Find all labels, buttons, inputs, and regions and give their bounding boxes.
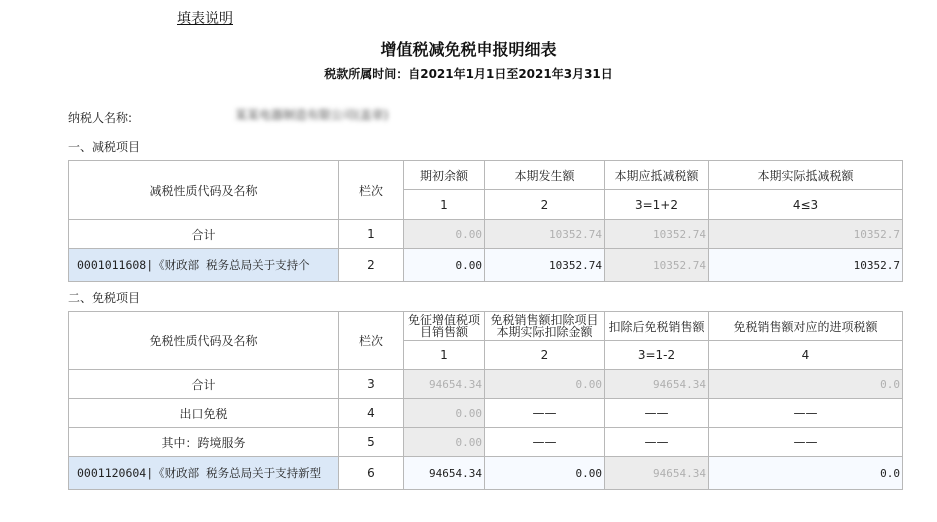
value-cell: 94654.34 [404,370,485,399]
value-cell: 0.00 [404,399,485,428]
value-cell: 0.00 [404,428,485,457]
table-row [69,249,903,282]
taxpayer-name-value: 某某电器制造有限公司(盖章) [235,108,389,122]
exemption-code-select[interactable]: 0001120604|《财政部 税务总局关于支持新型 [69,457,339,490]
value-cell: 10352.7 [709,220,903,249]
exemption-index-4: 4 [709,341,903,370]
reduction-index-1: 1 [404,190,485,220]
dash-cell: —— [709,399,903,428]
dash-cell: —— [709,428,903,457]
exemption-section-title: 二、免税项目 [68,291,141,305]
table-row [69,457,903,490]
reduction-index-4: 4≤3 [709,190,903,220]
value-cell: 94654.34 [605,457,709,490]
table-row [69,370,903,399]
taxpayer-name-label: 纳税人名称: [68,111,133,125]
reduction-index-3: 3=1+2 [605,190,709,220]
exemption-index-2: 2 [485,341,605,370]
value-cell: 0.00 [485,370,605,399]
row-number: 1 [339,220,404,249]
exempt-sales-input[interactable]: 94654.34 [404,457,485,490]
row-number: 3 [339,370,404,399]
dash-cell: —— [605,399,709,428]
exemption-total-name: 合计 [69,370,339,399]
dash-cell: —— [605,428,709,457]
row-number: 4 [339,399,404,428]
input-tax-input[interactable]: 0.0 [709,457,903,490]
reduction-section-title: 一、减税项目 [68,140,141,154]
reduction-code-select[interactable]: 0001011608|《财政部 税务总局关于支持个 [69,249,339,282]
table-row [69,428,903,457]
reduction-header-col3: 本期应抵减税额 [605,161,709,190]
value-cell: 94654.34 [605,370,709,399]
fill-instructions-link[interactable]: 填表说明 [177,11,233,27]
exemption-table [68,311,903,490]
dash-cell: —— [485,399,605,428]
dash-cell: —— [485,428,605,457]
reduction-index-2: 2 [485,190,605,220]
row-number: 5 [339,428,404,457]
reduction-header-name: 减税性质代码及名称 [69,161,339,220]
deduction-amount-input[interactable]: 0.00 [485,457,605,490]
value-cell: 0.00 [404,220,485,249]
cross-border-service-name: 其中：跨境服务 [69,428,339,457]
reduction-header-row-no: 栏次 [339,161,404,220]
row-number: 6 [339,457,404,490]
opening-balance-input[interactable]: 0.00 [404,249,485,282]
table-row [69,220,903,249]
row-number: 2 [339,249,404,282]
exemption-header-col2: 免税销售额扣除项目本期实际扣除金额 [485,312,605,341]
exemption-index-1: 1 [404,341,485,370]
table-row [69,399,903,428]
current-amount-input[interactable]: 10352.74 [485,249,605,282]
reduction-header-col1: 期初余额 [404,161,485,190]
reduction-total-name: 合计 [69,220,339,249]
exemption-header-row-no: 栏次 [339,312,404,370]
exemption-header-col3: 扣除后免税销售额 [605,312,709,341]
exemption-header-name: 免税性质代码及名称 [69,312,339,370]
export-exempt-name: 出口免税 [69,399,339,428]
value-cell: 10352.74 [605,220,709,249]
page-title: 增值税减免税申报明细表 [380,40,557,59]
tax-period: 税款所属时间：自2021年1月1日至2021年3月31日 [324,67,613,81]
exemption-header-col4: 免税销售额对应的进项税额 [709,312,903,341]
exemption-index-3: 3=1-2 [605,341,709,370]
reduction-header-col2: 本期发生额 [485,161,605,190]
value-cell: 10352.74 [605,249,709,282]
reduction-header-col4: 本期实际抵减税额 [709,161,903,190]
value-cell: 10352.74 [485,220,605,249]
value-cell: 0.0 [709,370,903,399]
actual-deduction-input[interactable]: 10352.7 [709,249,903,282]
exemption-header-col1: 免征增值税项目销售额 [404,312,485,341]
reduction-table [68,160,903,282]
